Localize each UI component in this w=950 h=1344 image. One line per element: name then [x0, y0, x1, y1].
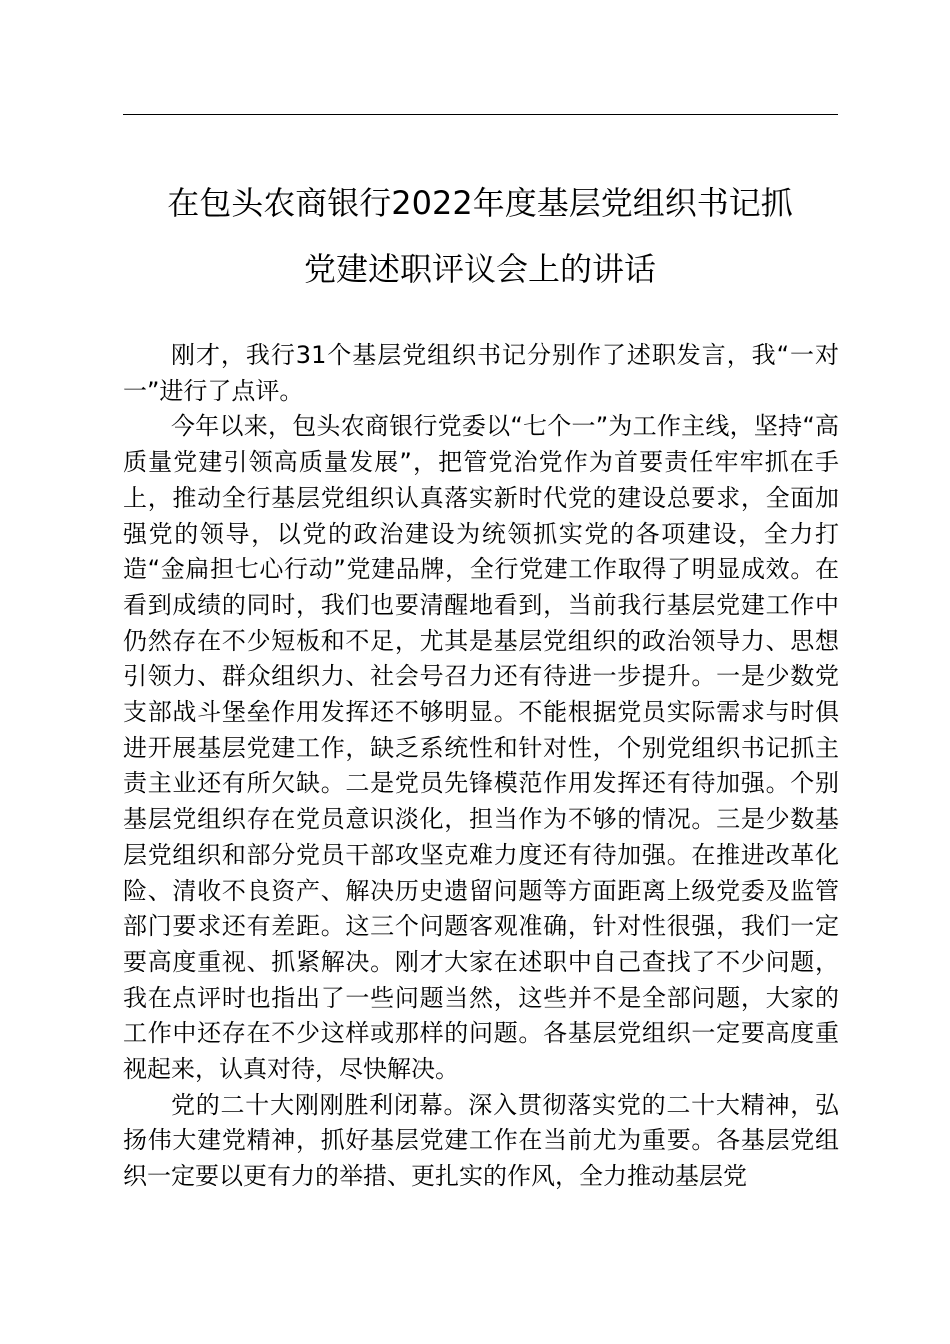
page-title — [110, 170, 850, 302]
document-body — [123, 338, 839, 1195]
title-line-1: 在包头农商银行2022年度基层党组织书记抓 — [167, 184, 793, 222]
paragraph-2: 今年以来，包头农商银行党委以“七个一”为工作主线，坚持“高质量党建引领高质量发展”，把管党治党作为首要责任牢牢抓在手上，推动全行基层党组织认真落实新时代党的建设总要求，全面加强党的领导，以党的政治建设为统领抓实党的各项建设，全力打造“金扁担七心行动”党建品牌，全行党建工作取得了明显成效。在看到成绩的同时，我们也要清醒地看到，当前我行基层党建工作中仍然存在不少短板和不足，尤其是基层党组织的政治领导力、思想引领力、群众组织力、社会号召力还有待进一步提升。一是少数党支部战斗堡垒作用发挥还不够明显。不能根据党员实际需求与时俱进开展基层党建工作，缺乏系统性和针对性，个别党组织书记抓主责主业还有所欠缺。二是党员先锋模范作用发挥还有待加强。个别基层党组织存在党员意识淡化，担当作为不够的情况。三是少数基层党组织和部分党员干部攻坚克难力度还有待加强。在推进改革化险、清收不良资产、解决历史遗留问题等方面距离上级党委及监管部门要求还有差距。这三个问题客观准确，针对性很强，我们一定要高度重视、抓紧解决。刚才大家在述职中自己查找了不少问题，我在点评时也指出了一些问题当然，这些并不是全部问题，大家的工作中还存在不少这样或那样的问题。各基层党组织一定要高度重视起来，认真对待，尽快解决。 — [123, 412, 839, 1084]
paragraph-3: 党的二十大刚刚胜利闭幕。深入贯彻落实党的二十大精神，弘扬伟大建党精神，抓好基层党建工作在当前尤为重要。各基层党组织一定要以更有力的举措、更扎实的作风，全力推动基层党 — [123, 1090, 839, 1191]
title-line-2: 党建述职评议会上的讲话 — [303, 250, 656, 288]
header-divider — [123, 114, 838, 115]
paragraph-1: 刚才，我行31个基层党组织书记分别作了述职发言，我“一对一”进行了点评。 — [123, 341, 839, 405]
